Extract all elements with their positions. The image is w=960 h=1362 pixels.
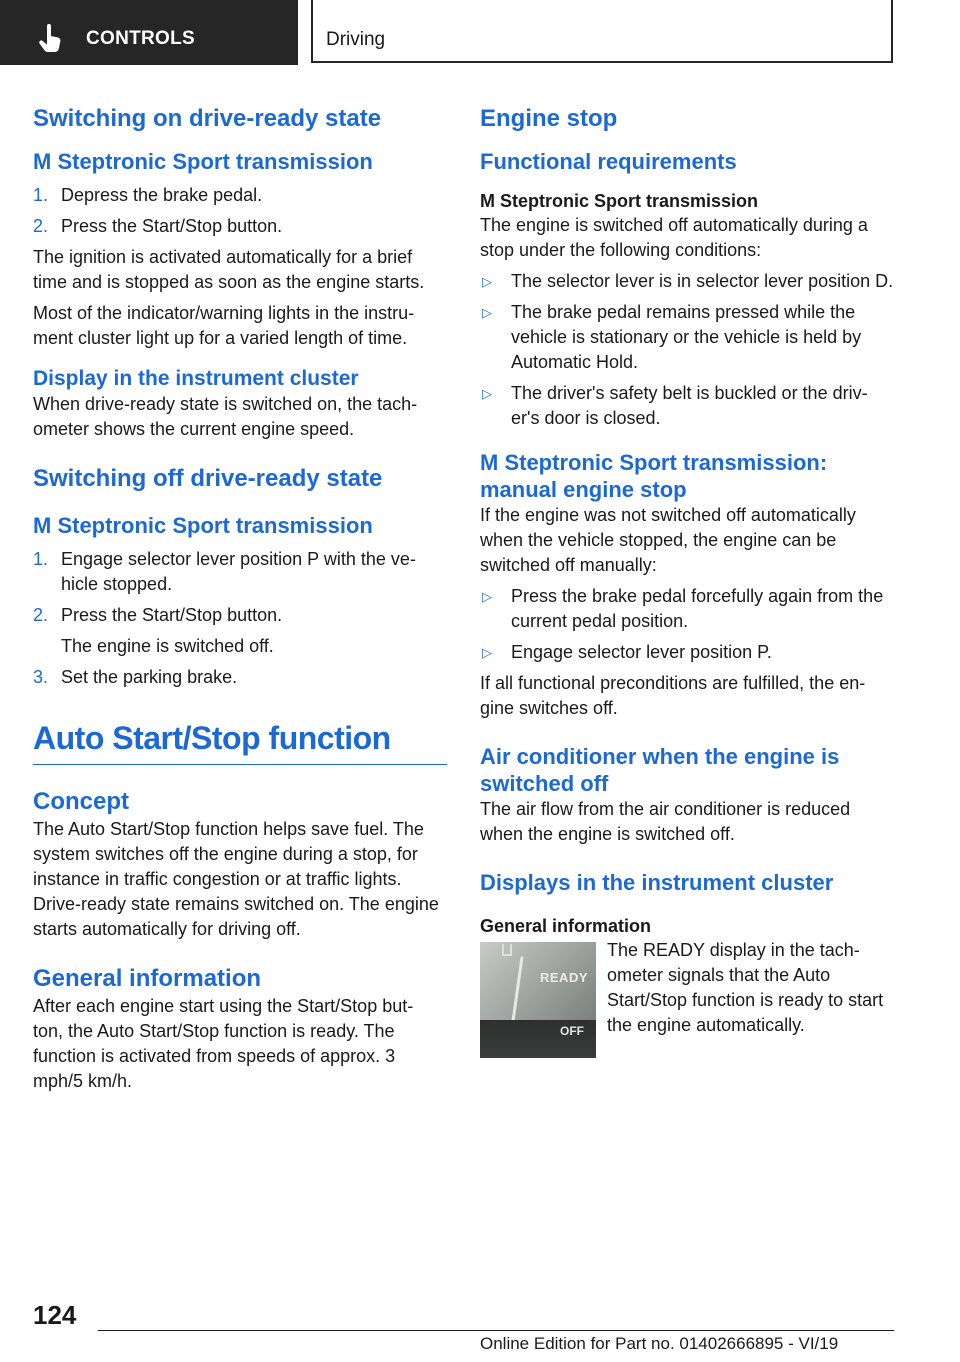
footer-edition: Online Edition for Part no. 01402666895 - VI/19 — [480, 1334, 839, 1353]
step-text: Set the parking brake. — [61, 667, 238, 687]
paragraph: The Auto Start/Stop function helps save fuel. The system switches off the engine during a stop, for instance in traffic congestion or at traffic lights. Drive-ready state remains switched on. The engine starts automatically for driving off. — [33, 819, 439, 939]
label-general-information: General information — [480, 916, 652, 936]
heading-air-conditioner: Air conditioner when the engine is switched off — [480, 744, 840, 796]
heading-switching-on: Switching on drive-ready state — [33, 105, 382, 132]
heading-concept: Concept — [33, 788, 129, 815]
triangle-bullet-icon: ▷ — [482, 274, 492, 289]
list-item — [480, 640, 896, 665]
paragraph: The READY display in the tach‐ ometer signals that the Auto Start/Stop function is ready to start the engine automatically. — [607, 940, 884, 1035]
chapter-heading-auto-start-stop: Auto Start/Stop function — [33, 720, 391, 756]
paragraph: Most of the indicator/warning lights in the instru‐ ment cluster light up for a varied length of time. — [33, 303, 415, 348]
bullet-text: Engage selector lever position P. — [511, 642, 772, 662]
bullet-text: Press the brake pedal forcefully again from the current pedal position. — [511, 586, 884, 631]
triangle-bullet-icon: ▷ — [482, 386, 492, 401]
paragraph: If all functional preconditions are fulfilled, the en‐ gine switches off. — [480, 673, 866, 718]
hand-pointer-icon — [38, 24, 64, 54]
section-tab-controls — [0, 0, 298, 65]
gauge-tick — [502, 944, 512, 956]
step-text: Depress the brake pedal. — [61, 185, 263, 205]
page-number: 124 — [33, 1300, 77, 1330]
right-column — [480, 98, 896, 1058]
triangle-bullet-icon: ▷ — [482, 305, 492, 320]
subheading-transmission-off: M Steptronic Sport transmission — [33, 513, 373, 538]
step-number: 1. — [33, 185, 49, 205]
list-item — [480, 381, 896, 431]
bullet-text: The brake pedal remains pressed while the vehicle is stationary or the vehicle is held by Automatic Hold. — [511, 302, 862, 372]
step-text: Press the Start/Stop button. — [61, 605, 283, 625]
step-number: 1. — [33, 549, 49, 569]
ready-display-image — [480, 942, 596, 1058]
ready-label: READY — [540, 970, 589, 985]
footer-rule — [98, 1330, 894, 1331]
off-label: OFF — [560, 1024, 584, 1038]
section-tab-label: CONTROLS — [86, 28, 196, 49]
step-number: 2. — [33, 605, 49, 625]
paragraph: The ignition is activated automatically for a brief time and is stopped as soon as the engine starts. — [33, 247, 425, 292]
paragraph: When drive-ready state is switched on, the tach‐ ometer shows the current engine speed. — [33, 394, 418, 439]
step-number: 2. — [33, 216, 49, 236]
list-item — [480, 269, 896, 294]
paragraph: If the engine was not switched off automatically when the vehicle stopped, the engine can be switched off manually: — [480, 505, 856, 575]
heading-general-information: General information — [33, 965, 262, 992]
list-item — [33, 183, 447, 208]
chapter-tab-driving — [311, 0, 893, 63]
left-column — [33, 98, 447, 1094]
list-item — [33, 665, 447, 690]
heading-manual-engine-stop: M Steptronic Sport transmission: manual engine stop — [480, 450, 828, 502]
heading-switching-off: Switching off drive-ready state — [33, 465, 383, 492]
heading-engine-stop: Engine stop — [480, 105, 618, 132]
ready-figure-row — [480, 938, 896, 1058]
heading-display-cluster: Display in the instrument cluster — [33, 367, 359, 390]
bullet-text: The selector lever is in selector lever position D. — [511, 271, 894, 291]
list-item — [33, 547, 447, 597]
label-transmission: M Steptronic Sport transmission — [480, 191, 759, 211]
chapter-tab-label: Driving — [326, 29, 386, 50]
subheading-functional-requirements: Functional requirements — [480, 149, 737, 174]
step-note: The engine is switched off. — [61, 636, 274, 656]
list-item — [480, 300, 896, 375]
heading-displays-cluster: Displays in the instrument cluster — [480, 870, 834, 895]
paragraph: The air flow from the air conditioner is reduced when the engine is switched off. — [480, 799, 851, 844]
bullet-text: The driver's safety belt is buckled or the driv‐ er's door is closed. — [511, 383, 868, 428]
tachometer-needle — [511, 956, 523, 1022]
step-number: 3. — [33, 667, 49, 687]
list-item — [480, 584, 896, 634]
triangle-bullet-icon: ▷ — [482, 645, 492, 660]
step-text: Press the Start/Stop button. — [61, 216, 283, 236]
list-item — [33, 603, 447, 628]
list-item — [33, 214, 447, 239]
step-text: Engage selector lever position P with the ve‐ hicle stopped. — [61, 549, 416, 594]
paragraph: After each engine start using the Start/Stop but‐ ton, the Auto Start/Stop function is ready. The function is activated from speeds of approx. 3 mph/5 km/h. — [33, 996, 414, 1091]
paragraph: The engine is switched off automatically during a stop under the following conditions: — [480, 215, 868, 260]
triangle-bullet-icon: ▷ — [482, 589, 492, 604]
subheading-transmission-on: M Steptronic Sport transmission — [33, 149, 373, 174]
